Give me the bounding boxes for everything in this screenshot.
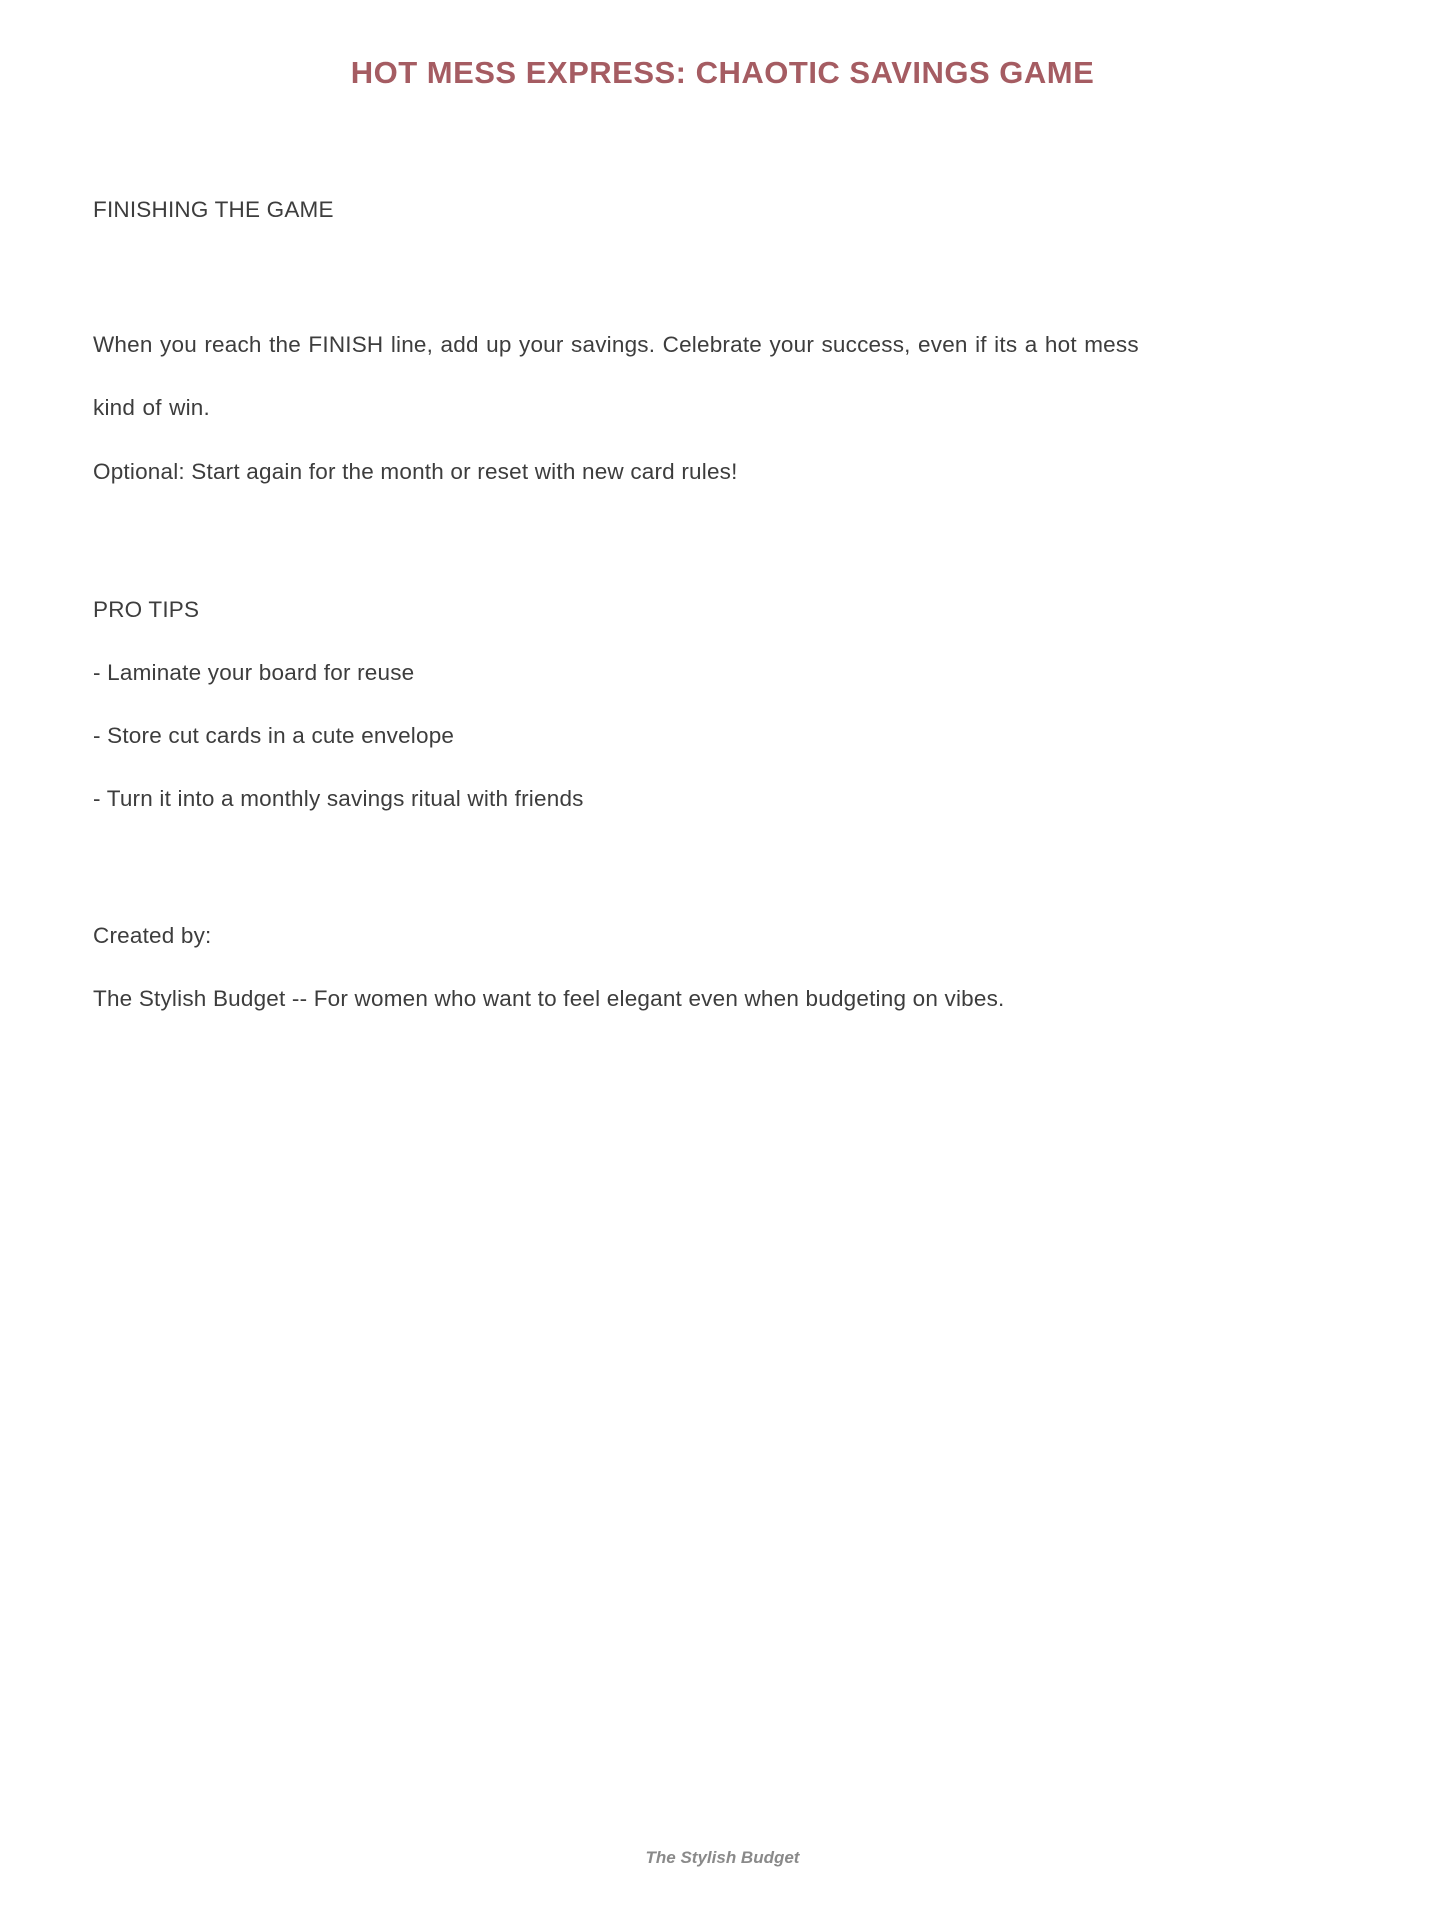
document-title: HOT MESS EXPRESS: CHAOTIC SAVINGS GAME — [350, 55, 1095, 90]
finishing-section-heading: FINISHING THE GAME — [93, 197, 334, 222]
pro-tip-item: - Laminate your board for reuse — [93, 660, 415, 685]
credits-text: The Stylish Budget -- For women who want to feel elegant even when budgeting on vibes. — [93, 986, 1005, 1011]
credits-heading: Created by: — [93, 923, 212, 948]
pro-tip-item: - Store cut cards in a cute envelope — [93, 723, 455, 748]
pro-tip-item: - Turn it into a monthly savings ritual with friends — [93, 786, 584, 811]
page-footer-brand: The Stylish Budget — [645, 1848, 800, 1867]
pro-tips-list — [93, 641, 584, 830]
finishing-optional-line: Optional: Start again for the month or reset with new card rules! — [93, 459, 738, 484]
pro-tips-heading: PRO TIPS — [93, 597, 200, 622]
finishing-paragraph: When you reach the FINISH line, add up your savings. Celebrate your success, even if its a hot mess kind of win. — [93, 332, 1139, 420]
